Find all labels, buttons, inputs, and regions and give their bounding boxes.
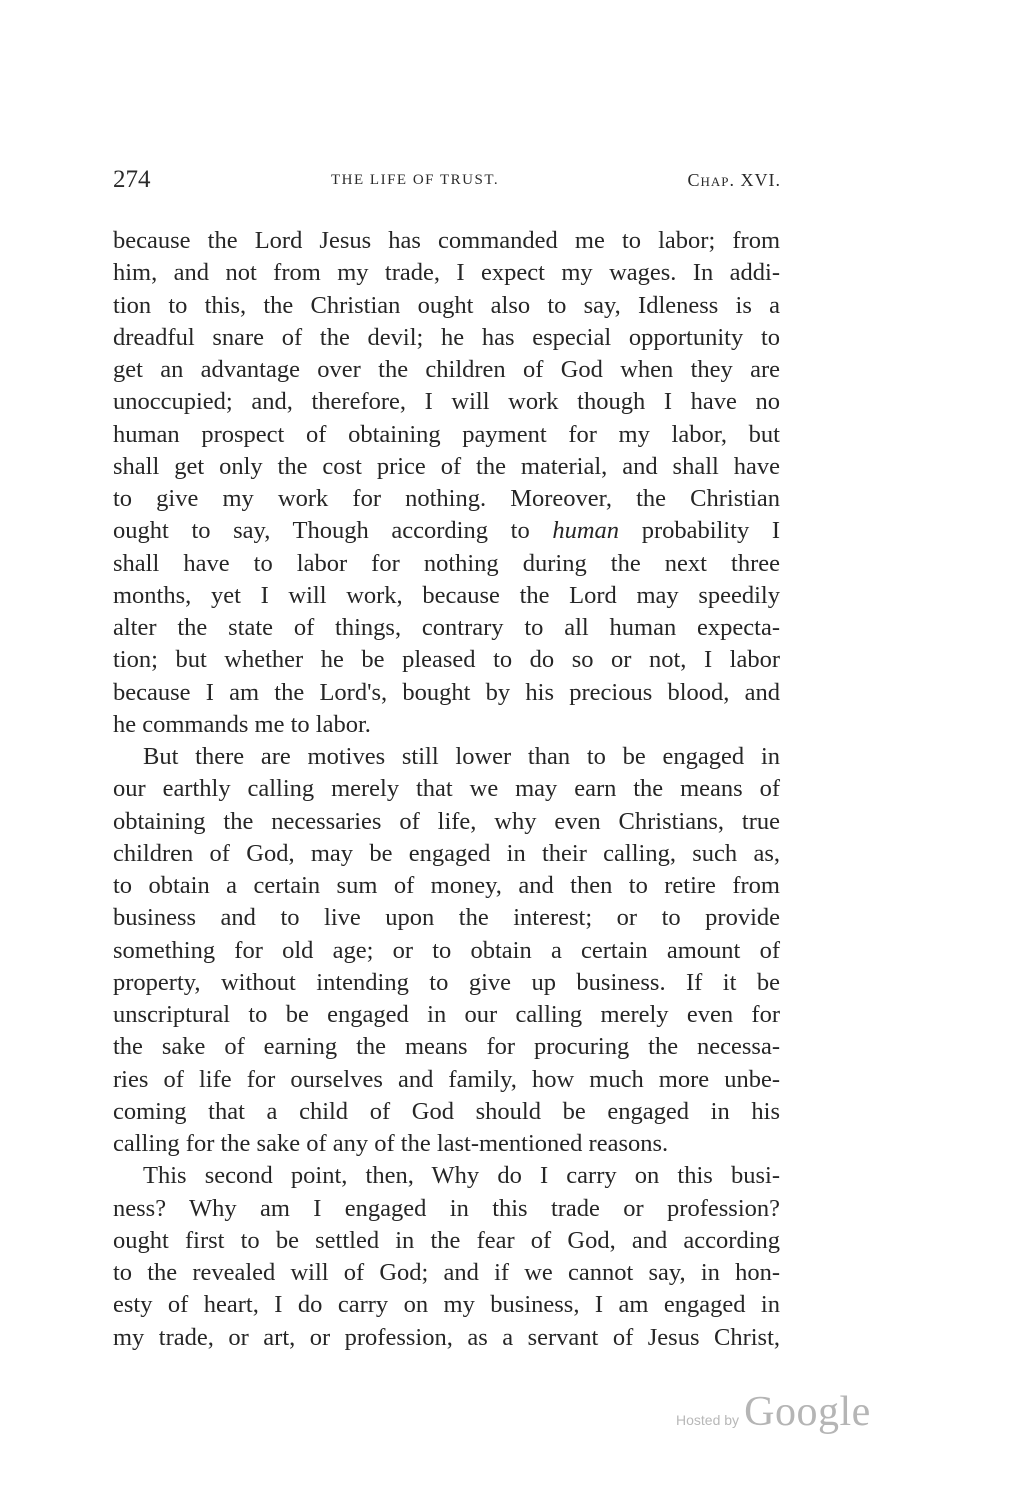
text-line: him, and not from my trade, I expect my wages. In addi- xyxy=(113,259,780,287)
text-line: This second point, then, Why do I carry on this busi- xyxy=(143,1162,780,1190)
italic-emphasis: human xyxy=(552,517,620,545)
text-line: my trade, or art, or profession, as a servant of Jesus Christ, xyxy=(113,1323,780,1351)
text-line: get an advantage over the children of God when they are xyxy=(113,356,780,383)
text-line-with-italic: ought to say, Though according to human probability I xyxy=(113,517,781,545)
text-line: ries of life for ourselves and family, how much more unbe- xyxy=(113,1065,780,1093)
text-line: obtaining the necessaries of life, why even Christians, true xyxy=(113,807,780,835)
text-line: tion; but whether he be pleased to do so or not, I labor xyxy=(113,646,780,674)
text-line: something for old age; or to obtain a certain amount of xyxy=(113,936,780,964)
paragraph-3 xyxy=(113,1160,780,1354)
paragraph-2 xyxy=(113,741,780,1160)
text-line: property, without intending to give up business. If it be xyxy=(113,968,780,996)
text-line: ought first to be settled in the fear of God, and according xyxy=(113,1226,780,1254)
text-line: calling for the sake of any of the last-mentioned reasons. xyxy=(113,1130,669,1157)
hosted-by-label: Hosted by xyxy=(676,1412,740,1428)
text-line: unscriptural to be engaged in our calling merely even for xyxy=(113,1001,780,1028)
chapter-label: Chap. XVI. xyxy=(687,170,781,190)
paragraph-1 xyxy=(113,225,780,741)
text-line: unoccupied; and, therefore, I will work though I have no xyxy=(113,388,780,416)
text-line: alter the state of things, contrary to all human expecta- xyxy=(113,614,780,641)
text-line: the sake of earning the means for procuring the necessa- xyxy=(113,1033,780,1061)
text-line: shall get only the cost price of the material, and shall have xyxy=(113,452,780,480)
running-title: THE LIFE OF TRUST. xyxy=(331,172,500,188)
text-line: because the Lord Jesus has commanded me to labor; from xyxy=(113,227,780,254)
text-line: to the revealed will of God; and if we cannot say, in hon- xyxy=(113,1259,780,1286)
text-line: tion to this, the Christian ought also to say, Idleness is a xyxy=(113,291,780,319)
body-text xyxy=(113,225,780,1354)
text-line: because I am the Lord's, bought by his precious blood, and xyxy=(113,678,780,706)
text-line: our earthly calling merely that we may earn the means of xyxy=(113,775,780,803)
text-line: to obtain a certain sum of money, and then to retire from xyxy=(113,872,780,899)
page-header xyxy=(113,166,781,198)
text-line: coming that a child of God should be engaged in his xyxy=(113,1097,780,1125)
text-line: But there are motives still lower than to be engaged in xyxy=(143,743,780,770)
text-line: esty of heart, I do carry on my business, I am engaged in xyxy=(113,1291,780,1319)
hosted-by-google-watermark xyxy=(676,1388,871,1440)
google-logo: Google xyxy=(744,1389,871,1435)
text-line: dreadful snare of the devil; he has especial opportunity to xyxy=(113,323,780,351)
text-line: human prospect of obtaining payment for my labor, but xyxy=(113,420,780,448)
text-line: to give my work for nothing. Moreover, the Christian xyxy=(113,485,780,512)
text-line: shall have to labor for nothing during the next three xyxy=(113,549,780,577)
text-line: business and to live upon the interest; or to provide xyxy=(113,904,780,932)
text-line: months, yet I will work, because the Lord may speedily xyxy=(113,581,780,609)
page-number: 274 xyxy=(113,166,151,193)
text-line: he commands me to labor. xyxy=(113,710,371,738)
text-line: ness? Why am I engaged in this trade or profession? xyxy=(113,1194,780,1222)
text-line: children of God, may be engaged in their calling, such as, xyxy=(113,839,780,867)
